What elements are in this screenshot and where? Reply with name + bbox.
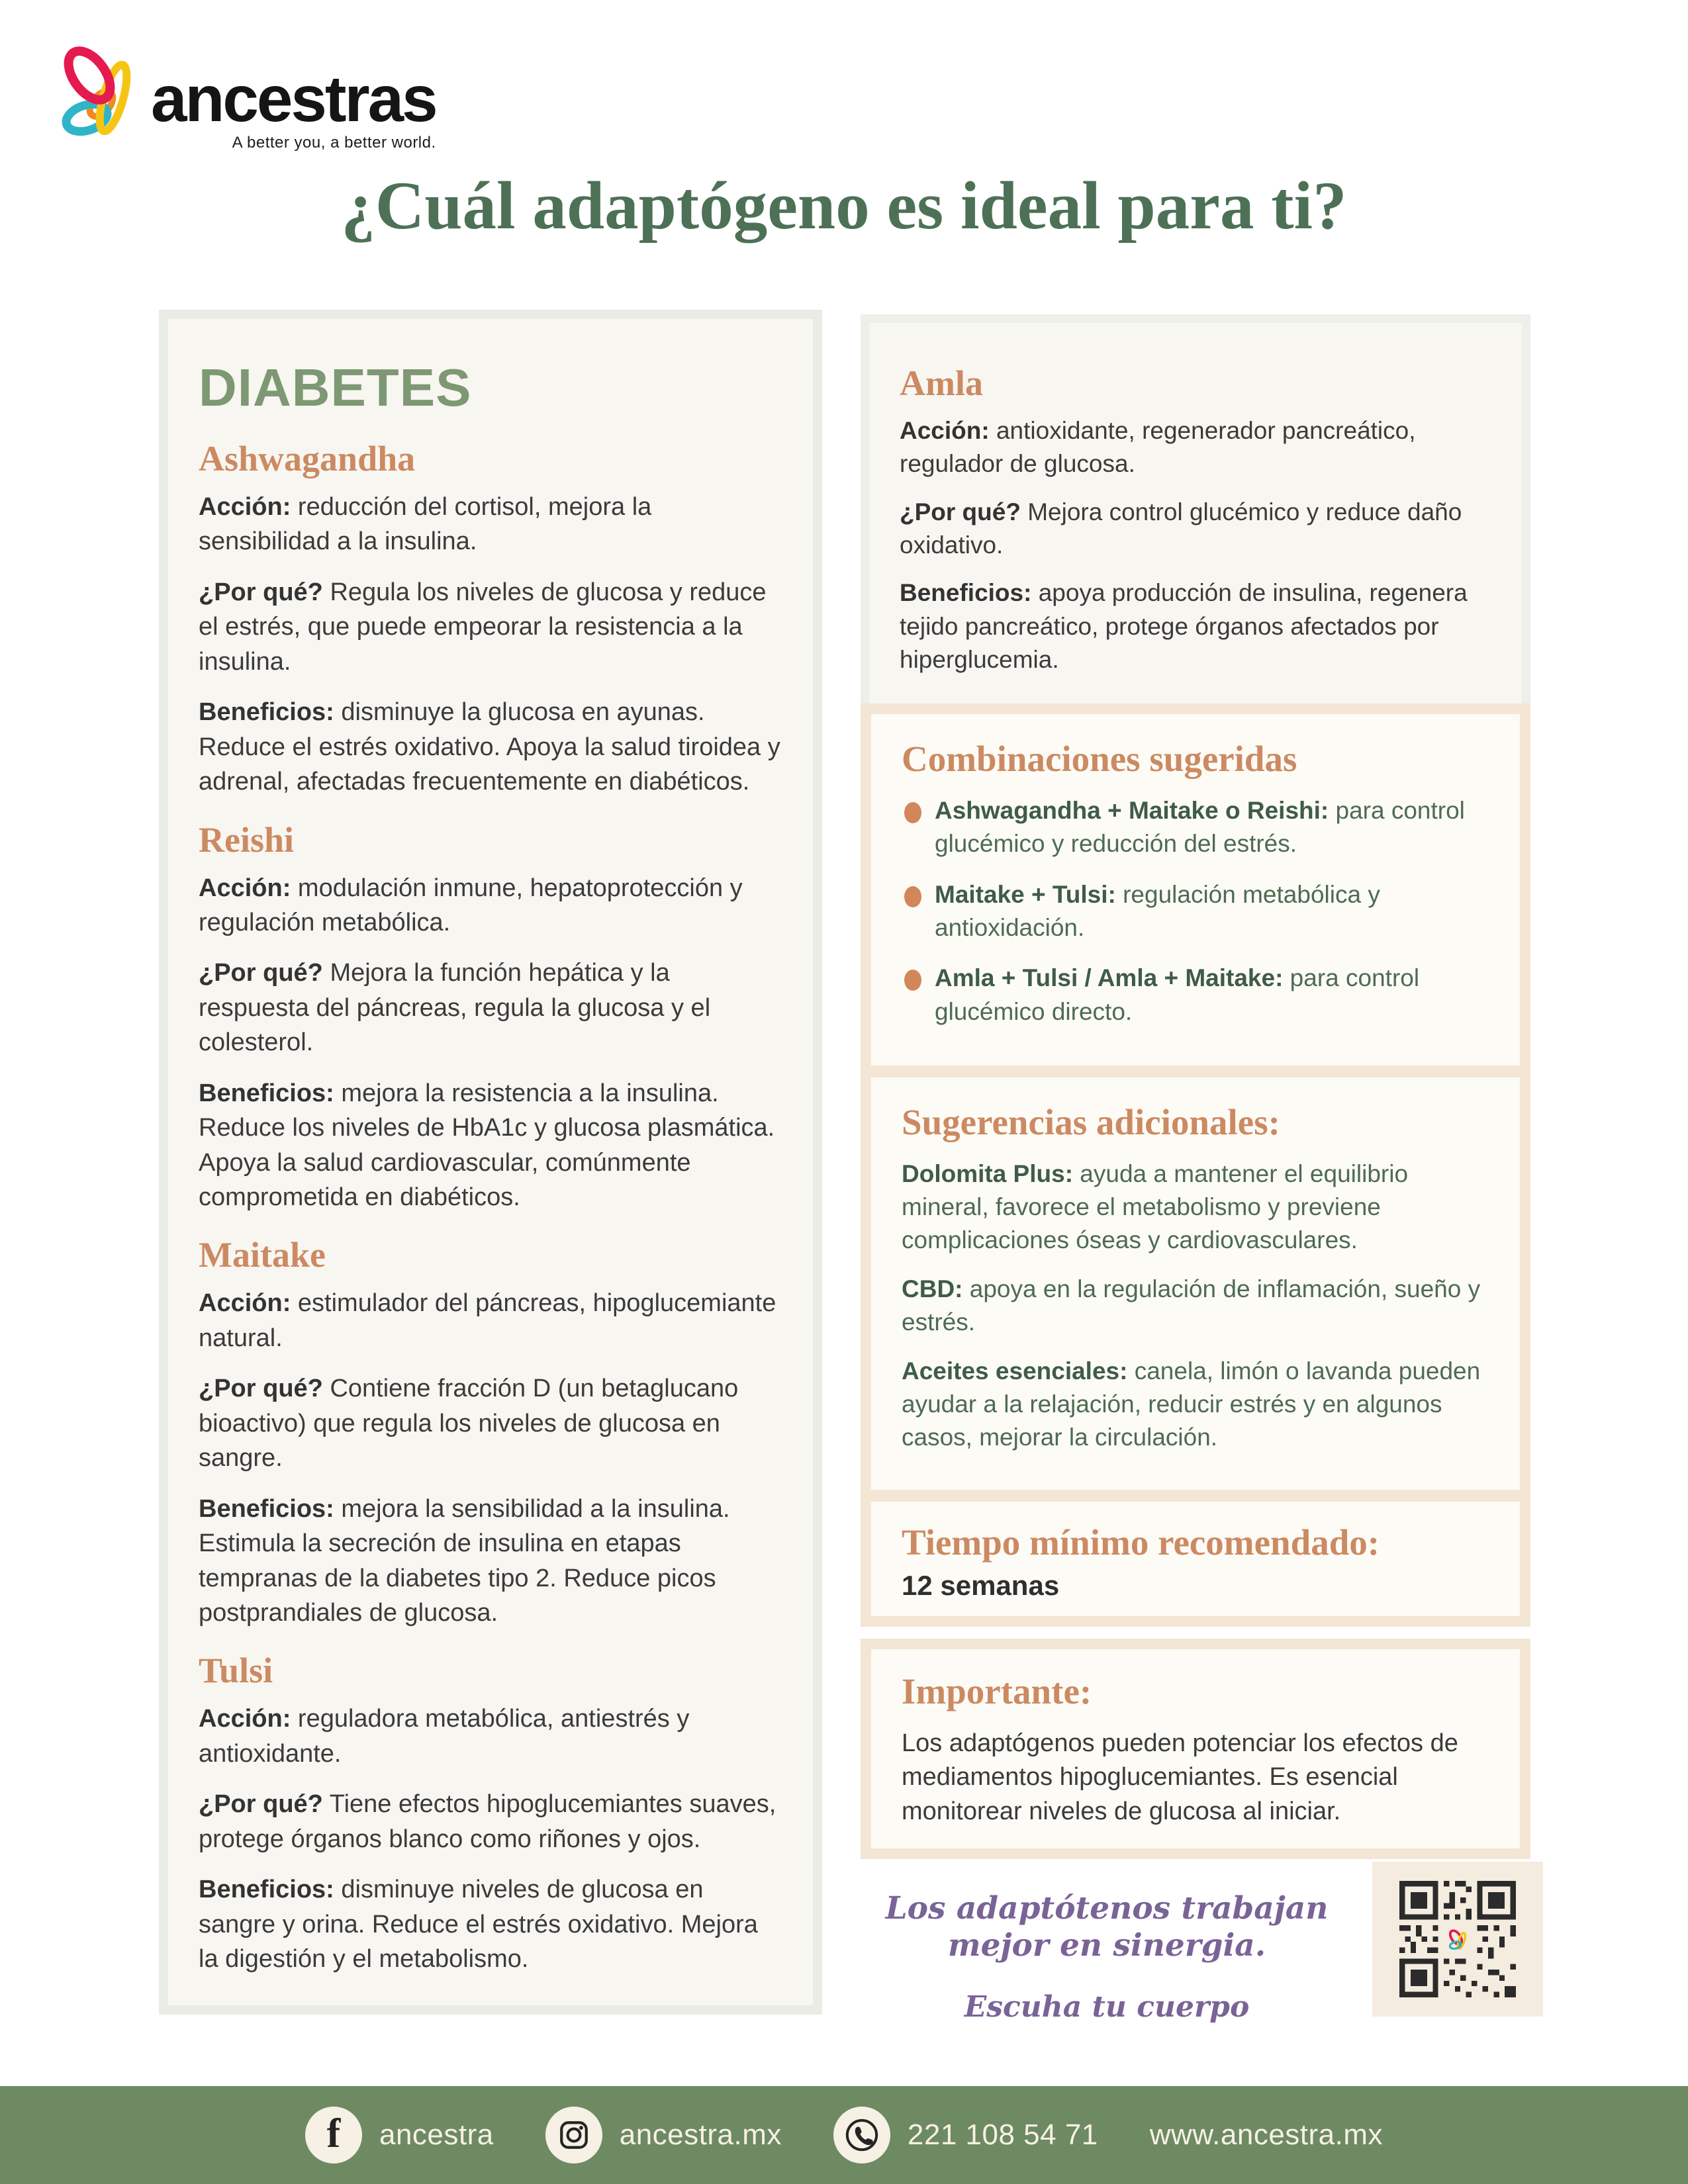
maitake-porque: ¿Por qué? Contiene fracción D (un betaglucano bioactivo) que regula los niveles de glucosa en sangre. (199, 1375, 739, 1473)
qr-code (1372, 1862, 1543, 2017)
importante-body: Los adaptógenos pueden potenciar los efectos de mediamentos hipoglucemiantes. Es esencial monitorear niveles de glucosa al iniciar. (902, 1729, 1458, 1825)
combo-item: Maitake + Tulsi: regulación metabólica y antioxidación. (902, 878, 1489, 945)
ashwagandha-accion: Acción: reducción del cortisol, mejora la sensibilidad a la insulina. (199, 493, 652, 556)
reishi-porque: ¿Por qué? Mejora la función hepática y la respuesta del páncreas, regula la glucosa y el colesterol. (199, 959, 711, 1057)
qr-code-pattern (1399, 1881, 1516, 1997)
tulsi-accion: Acción: reguladora metabólica, antiestrés y antioxidante. (199, 1705, 690, 1768)
bullet-icon (904, 886, 921, 907)
reishi-beneficios: Beneficios: mejora la resistencia a la insulina. Reduce los niveles de HbA1c y glucosa plasmática. Apoya la salud cardiovascular, comúnmente comprometida en diabéticos. (199, 1079, 775, 1211)
reishi-accion: Acción: modulación inmune, hepatoprotección y regulación metabólica. (199, 874, 743, 936)
brand-name: ancestras (151, 62, 436, 135)
section-title-reishi: Reishi (199, 819, 295, 860)
section-title-amla: Amla (900, 363, 983, 403)
importante-box (861, 1639, 1530, 1859)
website-url: www.ancestra.mx (1149, 2118, 1383, 2151)
facebook-handle: ancestra (379, 2118, 494, 2151)
sugerencias-box (861, 1067, 1530, 1500)
combinaciones-title: Combinaciones sugeridas (902, 739, 1297, 779)
ashwagandha-porque: ¿Por qué? Regula los niveles de glucosa y reduce el estrés, que puede empeorar la resistencia a la insulina. (199, 578, 767, 676)
brand-flower-icon (56, 41, 139, 155)
phone-number: 221 108 54 71 (907, 2118, 1098, 2151)
page-title: ¿Cuál adaptógeno es ideal para ti? (341, 168, 1347, 244)
sugerencia-dolomita: Dolomita Plus: ayuda a mantener el equilibrio mineral, favorece el metabolismo y previene complicaciones óseas y cardiovasculares. (902, 1160, 1409, 1253)
tiempo-box (861, 1491, 1530, 1627)
brand-tagline: A better you, a better world. (232, 134, 436, 152)
bullet-icon (904, 802, 921, 823)
maitake-beneficios: Beneficios: mejora la sensibilidad a la insulina. Estimula la secreción de insulina en etapas tempranas de la diabetes tipo 2. Reduce picos postprandiales de glucosa. (199, 1494, 730, 1627)
footer-instagram (545, 2107, 782, 2163)
sugerencias-title: Sugerencias adicionales: (902, 1102, 1280, 1142)
maitake-accion: Acción: estimulador del páncreas, hipoglucemiante natural. (199, 1289, 776, 1352)
instagram-icon (545, 2107, 602, 2163)
synergy-note (855, 1890, 1358, 2024)
amla-box (861, 314, 1530, 719)
section-title-tulsi: Tulsi (199, 1651, 273, 1691)
footer-phone (833, 2107, 1098, 2163)
section-title-maitake: Maitake (199, 1235, 326, 1275)
sugerencia-cbd: CBD: apoya en la regulación de inflamación, sueño y estrés. (902, 1275, 1481, 1336)
diabetes-heading: DIABETES (199, 358, 472, 417)
sugerencia-aceites: Aceites esenciales: canela, limón o lavanda pueden ayudar a la relajación, reducir estrés y en algunos casos, mejorar la circulación. (902, 1357, 1481, 1451)
tiempo-title: Tiempo mínimo recomendado: (902, 1522, 1380, 1563)
synergy-line2: Escuha tu cuerpo (964, 1989, 1250, 2024)
tulsi-beneficios: Beneficios: disminuye niveles de glucosa en sangre y orina. Reduce el estrés oxidativo. Mejora la digestión y el metabolismo. (199, 1876, 758, 1973)
amla-porque: ¿Por qué? Mejora control glucémico y reduce daño oxidativo. (900, 498, 1462, 559)
footer-bar (0, 2086, 1688, 2184)
combo-item: Amla + Tulsi / Amla + Maitake: para control glucémico directo. (902, 962, 1489, 1028)
facebook-icon: f (305, 2107, 362, 2163)
section-title-ashwagandha: Ashwagandha (199, 439, 416, 478)
tulsi-porque: ¿Por qué? Tiene efectos hipoglucemiantes suaves, protege órganos blanco como riñones y ojos. (199, 1790, 776, 1853)
instagram-handle: ancestra.mx (619, 2118, 782, 2151)
amla-accion: Acción: antioxidante, regenerador pancreático, regulador de glucosa. (900, 417, 1416, 478)
brand-logo (56, 41, 436, 155)
ashwagandha-beneficios: Beneficios: disminuye la glucosa en ayunas. Reduce el estrés oxidativo. Apoya la salud tiroidea y adrenal, afectadas frecuentemente en diabéticos. (199, 698, 780, 796)
footer-website (1150, 2118, 1383, 2152)
phone-icon (833, 2107, 890, 2163)
tiempo-value: 12 semanas (902, 1570, 1060, 1601)
amla-beneficios: Beneficios: apoya producción de insulina, regenera tejido pancreático, protege órganos afectados por hiperglucemia. (900, 579, 1468, 673)
combinaciones-box (861, 704, 1530, 1076)
importante-title: Importante: (902, 1671, 1092, 1711)
bullet-icon (904, 970, 921, 991)
diabetes-panel (159, 310, 822, 2015)
combo-item: Ashwagandha + Maitake o Reishi: para control glucémico y reducción del estrés. (902, 794, 1489, 861)
synergy-line1: Los adaptótenos trabajan mejor en sinergia. (885, 1890, 1329, 1964)
footer-facebook (305, 2107, 494, 2163)
